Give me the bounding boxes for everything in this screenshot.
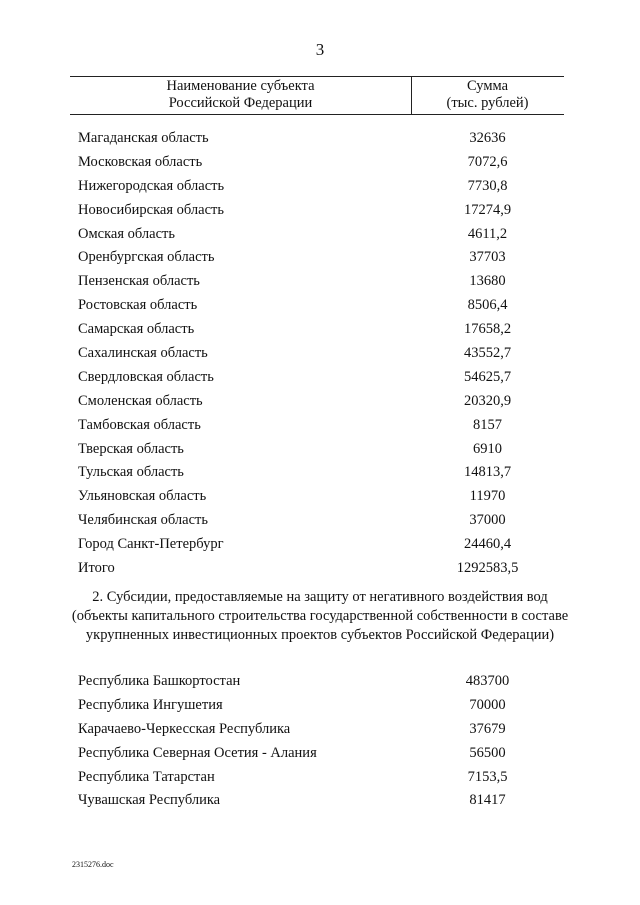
column-header-sum-line2: (тыс. рублей) xyxy=(446,95,529,111)
table-row xyxy=(0,536,640,560)
region-name: Новосибирская область xyxy=(78,201,224,218)
region-name: Итого xyxy=(78,560,115,577)
table-row xyxy=(0,417,640,441)
region-name: Смоленская область xyxy=(78,392,203,409)
region-list-2 xyxy=(0,673,640,816)
amount-value: 81417 xyxy=(469,792,506,809)
amount-value: 37679 xyxy=(469,720,506,737)
table-row xyxy=(0,512,640,536)
region-name: Пензенская область xyxy=(78,273,200,290)
region-name: Нижегородская область xyxy=(78,177,225,194)
region-name: Республика Татарстан xyxy=(78,768,215,785)
column-header-sum-line1: Сумма xyxy=(466,78,509,94)
region-name: Челябинская область xyxy=(78,512,208,529)
amount-value: 43552,7 xyxy=(463,345,512,362)
table-row xyxy=(0,745,640,769)
amount-value: 17658,2 xyxy=(463,321,512,338)
table-row xyxy=(0,202,640,226)
table-row xyxy=(0,369,640,393)
table-row xyxy=(0,769,640,793)
region-name: Тверская область xyxy=(78,440,184,457)
column-header-sum xyxy=(411,78,564,112)
table-row xyxy=(0,249,640,273)
region-name: Ульяновская область xyxy=(78,488,207,505)
region-name: Тульская область xyxy=(78,464,184,481)
region-name: Республика Башкортостан xyxy=(78,673,241,689)
table-row xyxy=(0,345,640,369)
amount-value: 7730,8 xyxy=(467,177,508,194)
region-name: Свердловская область xyxy=(78,368,214,385)
amount-value: 8157 xyxy=(473,416,502,433)
region-name: Город Санкт-Петербург xyxy=(78,536,224,553)
region-name: Ростовская область xyxy=(78,297,198,314)
amount-value: 13680 xyxy=(469,273,506,290)
table-row xyxy=(0,154,640,178)
table-row xyxy=(0,226,640,250)
amount-value: 70000 xyxy=(469,696,506,713)
amount-value: 14813,7 xyxy=(463,464,512,481)
amount-value: 7072,6 xyxy=(467,153,508,170)
column-header-name-line2: Российской Федерации xyxy=(168,95,313,111)
amount-value: 20320,9 xyxy=(463,392,512,409)
region-name: Чувашская Республика xyxy=(78,792,221,809)
table-row xyxy=(0,321,640,345)
region-name: Магаданская область xyxy=(78,130,209,146)
table-header-bottom-rule xyxy=(70,114,564,115)
amount-value: 17274,9 xyxy=(463,201,512,218)
amount-value: 1292583,5 xyxy=(456,560,519,577)
amount-value: 54625,7 xyxy=(463,368,512,385)
page-number: 3 xyxy=(315,40,325,59)
table-row xyxy=(0,464,640,488)
region-name: Республика Ингушетия xyxy=(78,696,223,713)
table-row xyxy=(0,393,640,417)
region-name: Оренбургская область xyxy=(78,249,215,266)
amount-value: 37000 xyxy=(469,512,506,529)
amount-value: 8506,4 xyxy=(467,297,508,314)
amount-value: 6910 xyxy=(473,440,502,457)
table-row xyxy=(0,560,640,584)
table-row xyxy=(0,792,640,816)
table-row xyxy=(0,130,640,154)
amount-value: 483700 xyxy=(465,673,510,689)
amount-value: 7153,5 xyxy=(467,768,508,785)
region-name: Московская область xyxy=(78,153,203,170)
table-row xyxy=(0,697,640,721)
region-name: Республика Северная Осетия - Алания xyxy=(78,744,317,761)
table-row xyxy=(0,297,640,321)
amount-value: 32636 xyxy=(469,130,506,146)
table-row xyxy=(0,178,640,202)
column-header-name-line1: Наименование субъекта xyxy=(166,78,315,94)
table-row xyxy=(0,673,640,697)
amount-value: 4611,2 xyxy=(467,225,508,242)
amount-value: 24460,4 xyxy=(463,536,512,553)
column-header-name xyxy=(70,78,411,112)
table-row xyxy=(0,441,640,465)
document-filename: 2315276.doc xyxy=(72,860,114,869)
table-row xyxy=(0,721,640,745)
table-row xyxy=(0,488,640,512)
region-name: Карачаево-Черкесская Республика xyxy=(78,720,291,737)
section-2-title: 2. Субсидии, предоставляемые на защиту от негативного воздействия вод (объекты капитального строительства государственной собственности в составе укрупненных инвестиционных проектов субъектов Российской Федерации) xyxy=(71,589,569,643)
region-name: Омская область xyxy=(78,225,175,242)
region-name: Самарская область xyxy=(78,321,195,338)
region-name: Тамбовская область xyxy=(78,416,201,433)
region-name: Сахалинская область xyxy=(78,345,208,362)
amount-value: 11970 xyxy=(469,488,506,505)
region-list-1 xyxy=(0,130,640,584)
amount-value: 37703 xyxy=(469,249,506,266)
table-row xyxy=(0,273,640,297)
amount-value: 56500 xyxy=(469,744,506,761)
table-header-top-rule xyxy=(70,76,564,77)
